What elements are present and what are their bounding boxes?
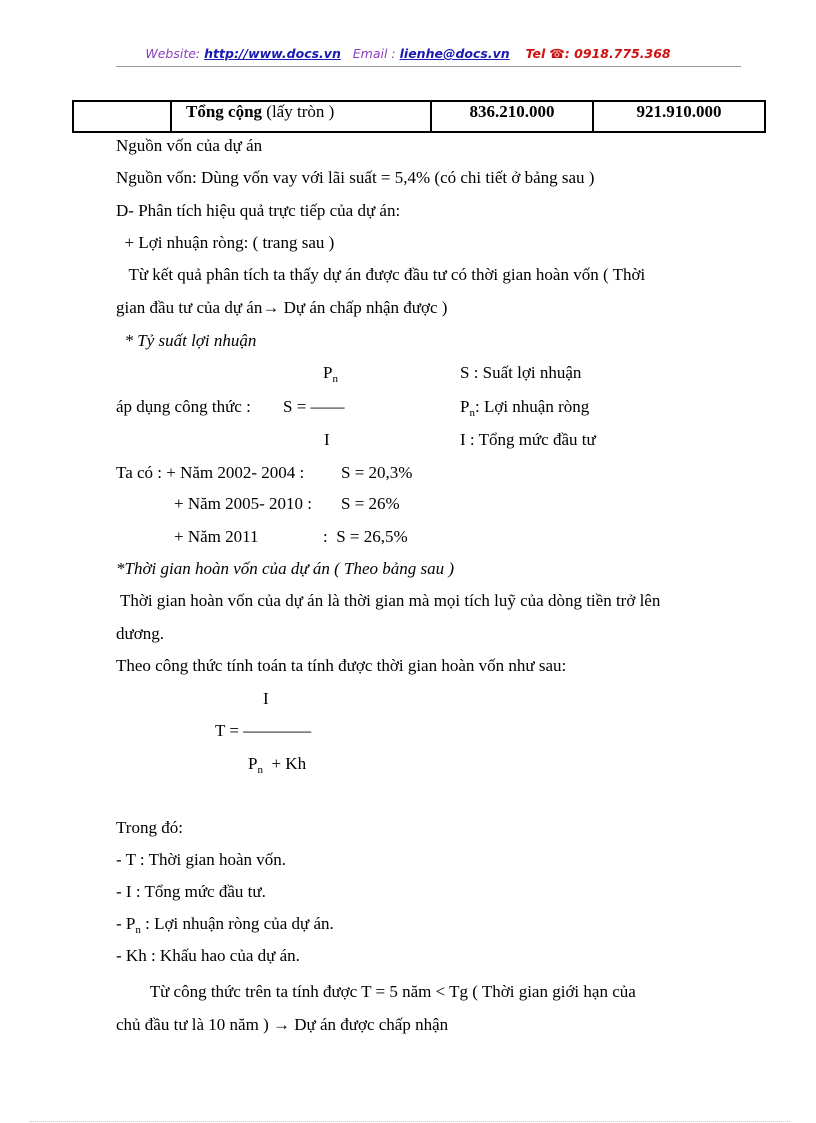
line-analysis-cont: gian đầu tư của dự án→ Dự án chấp nhận được ) bbox=[116, 298, 448, 317]
line-source: Nguồn vốn của dự án bbox=[116, 136, 263, 155]
formula2-numerator: I bbox=[263, 689, 269, 708]
line-payback-def: Thời gian hoàn vốn của dự án là thời gian mà mọi tích luỹ của dòng tiền trở lên bbox=[116, 591, 661, 610]
conclusion-line1: Từ công thức trên ta tính được T = 5 năm < Tg ( Thời gian giới hạn của bbox=[116, 982, 636, 1001]
formula1-def-i: I : Tổng mức đầu tư bbox=[460, 430, 596, 449]
line-payback-def-cont: dương. bbox=[116, 624, 164, 643]
tel-label: Tel bbox=[525, 46, 546, 61]
result-2011: + Năm 2011 bbox=[174, 527, 259, 546]
table-row bbox=[73, 101, 765, 132]
total-label: Tổng cộng bbox=[186, 102, 263, 121]
result-2011-value: : S = 26,5% bbox=[323, 527, 408, 546]
total-value-1: 836.210.000 bbox=[431, 101, 593, 132]
page-header bbox=[0, 46, 816, 61]
formula1-def-s: S : Suất lợi nhuận bbox=[460, 363, 582, 382]
result-2002: Ta có : + Năm 2002- 2004 : bbox=[116, 463, 305, 482]
total-label-rest: (lấy tròn ) bbox=[262, 102, 335, 121]
line-profit-rate-heading: * Tỷ suất lợi nhuận bbox=[116, 331, 257, 350]
formula1-numerator: $P_n$ bbox=[323, 363, 338, 385]
website-label: Website: bbox=[145, 46, 201, 61]
def-kh: - Kh : Khấu hao của dự án. bbox=[116, 946, 300, 965]
email-label: Email : bbox=[352, 46, 396, 61]
email-link[interactable]: lienhe@docs.vn bbox=[399, 46, 510, 61]
line-capital: Nguồn vốn: Dùng vốn vay với lãi suất = 5,4% (có chi tiết ở bảng sau ) bbox=[116, 168, 595, 187]
formula1-def-pn: $P_n$: Lợi nhuận ròng bbox=[460, 397, 590, 419]
line-payback-heading: *Thời gian hoàn vốn của dự án ( Theo bảng sau ) bbox=[116, 559, 455, 578]
tel-number: : 0918.775.368 bbox=[564, 46, 671, 61]
phone-icon: ☎ bbox=[549, 46, 565, 61]
def-pn: - $P_n$ : Lợi nhuận ròng của dự án. bbox=[116, 914, 334, 936]
formula2-equation: T = ———— bbox=[215, 721, 312, 740]
formula1-lead: áp dụng công thức : bbox=[116, 397, 251, 416]
line-formula-intro: Theo công thức tính toán ta tính được thời gian hoàn vốn như sau: bbox=[116, 656, 567, 675]
line-net-profit: + Lợi nhuận ròng: ( trang sau ) bbox=[116, 233, 335, 252]
formula1-equation: S = —— bbox=[283, 397, 345, 416]
total-value-2: 921.910.000 bbox=[593, 101, 765, 132]
def-t: - T : Thời gian hoàn vốn. bbox=[116, 850, 287, 869]
header-divider bbox=[116, 66, 741, 67]
table-cell-empty bbox=[73, 101, 171, 132]
total-table bbox=[72, 100, 766, 133]
result-2005-value: S = 26% bbox=[341, 494, 400, 513]
table-cell-label bbox=[171, 101, 431, 132]
line-section-d: D- Phân tích hiệu quả trực tiếp của dự án: bbox=[116, 201, 401, 220]
result-2002-value: S = 20,3% bbox=[341, 463, 413, 482]
formula1-denominator: I bbox=[324, 430, 330, 449]
line-analysis: Từ kết quả phân tích ta thấy dự án được đầu tư có thời gian hoàn vốn ( Thời bbox=[116, 265, 646, 284]
def-i: - I : Tổng mức đầu tư. bbox=[116, 882, 266, 901]
result-2005: + Năm 2005- 2010 : bbox=[174, 494, 313, 513]
website-link[interactable]: http://www.docs.vn bbox=[204, 46, 341, 61]
formula2-denominator: $P_n + Kh$ bbox=[248, 754, 307, 776]
defs-title: Trong đó: bbox=[116, 818, 183, 837]
footer-divider bbox=[30, 1121, 790, 1122]
conclusion-line2: chủ đầu tư là 10 năm ) → Dự án được chấp nhận bbox=[116, 1015, 449, 1034]
